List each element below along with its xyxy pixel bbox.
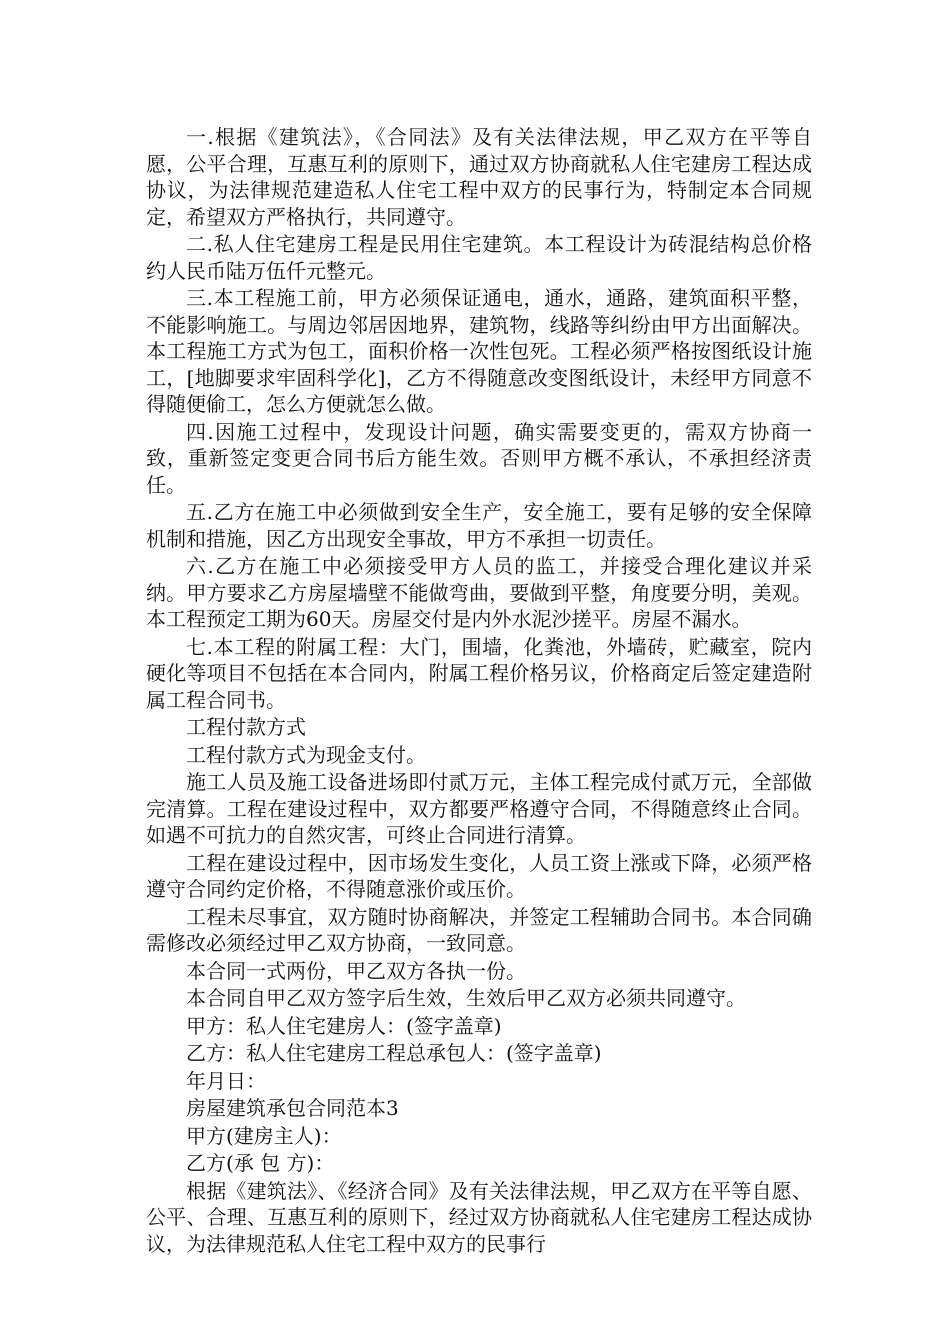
clause-1: 一.根据《建筑法》，《合同法》及有关法律法规，甲乙双方在平等自愿，公平合理，互惠互利的原则下，通过双方协商就私人住宅建房工程达成协议，为法律规范建造私人住宅工程中双方的民事行为，特制定本合同规定，希望双方严格执行，共同遵守。 xyxy=(146,125,812,229)
copies-clause: 本合同一式两份，甲乙双方各执一份。 xyxy=(186,958,526,983)
clause-5: 五.乙方在施工中必须做到安全生产，安全施工，要有足够的安全保障机制和措施，因乙方出现安全事故，甲方不承担一切责任。 xyxy=(146,500,812,551)
price-clause: 工程在建设过程中，因市场发生变化，人员工资上涨或下降，必须严格遵守合同约定价格，不得随意涨价或压价。 xyxy=(146,850,812,901)
payment-method: 工程付款方式为现金支付。 xyxy=(186,742,426,767)
party-b-signature: 乙方：私人住宅建房工程总承包人：(签字盖章) xyxy=(186,1041,602,1065)
party-b-line: 乙方(承 包 方)： xyxy=(186,1151,335,1175)
clause-7: 七.本工程的附属工程：大门，围墙，化粪池，外墙砖，贮藏室，院内硬化等项目不包括在本合同内，附属工程价格另议，价格商定后签定建造附属工程合同书。 xyxy=(146,634,812,712)
clause-2: 二.私人住宅建房工程是民用住宅建筑。本工程设计为砖混结构总价格约人民币陆万伍仟元整元。 xyxy=(146,232,812,283)
preamble: 根据《建筑法》、《经济合同》及有关法律法规，甲乙双方在平等自愿、公平、合理、互惠互利的原则下，经过双方协商就私人住宅建房工程达成协议，为法律规范私人住宅工程中双方的民事行 xyxy=(146,1178,812,1256)
payment-heading: 工程付款方式 xyxy=(186,715,306,739)
party-a-signature: 甲方：私人住宅建房人：(签字盖章) xyxy=(186,1013,502,1038)
payment-schedule: 施工人员及施工设备进场即付贰万元，主体工程完成付贰万元，全部做完清算。工程在建设过程中，双方都要严格遵守合同，不得随意终止合同。如遇不可抗力的自然灾害，可终止合同进行清算。 xyxy=(146,770,812,847)
clause-6: 六.乙方在施工中必须接受甲方人员的监工，并接受合理化建议并采纳。甲方要求乙方房屋墙壁不能做弯曲，要做到平整，角度要分明，美观。本工程预定工期为60天。房屋交付是内外水泥沙搓平。房屋不漏水。 xyxy=(146,554,812,631)
template-title: 房屋建筑承包合同范本3 xyxy=(186,1096,399,1120)
clause-4: 四.因施工过程中，发现设计问题，确实需要变更的，需双方协商一致，重新签定变更合同书后方能生效。否则甲方概不承认，不承担经济责任。 xyxy=(146,419,812,497)
effective-clause: 本合同自甲乙双方签字后生效，生效后甲乙双方必须共同遵守。 xyxy=(186,986,746,1010)
party-a-line: 甲方(建房主人)： xyxy=(186,1123,342,1148)
supplementary-clause: 工程未尽事宜，双方随时协商解决，并签定工程辅助合同书。本合同确需修改必须经过甲乙双方协商，一致同意。 xyxy=(146,904,812,955)
document-body xyxy=(146,124,812,1257)
clause-3: 三.本工程施工前，甲方必须保证通电，通水，通路，建筑面积平整，不能影响施工。与周边邻居因地界，建筑物，线路等纠纷由甲方出面解决。本工程施工方式为包工，面积价格一次性包死。工程必须严格按图纸设计施工，[地脚要求牢固科学化]，乙方不得随意改变图纸设计，未经甲方同意不得随便偷工，怎么方便就怎么做。 xyxy=(146,286,812,416)
date-line: 年月日： xyxy=(186,1068,266,1093)
